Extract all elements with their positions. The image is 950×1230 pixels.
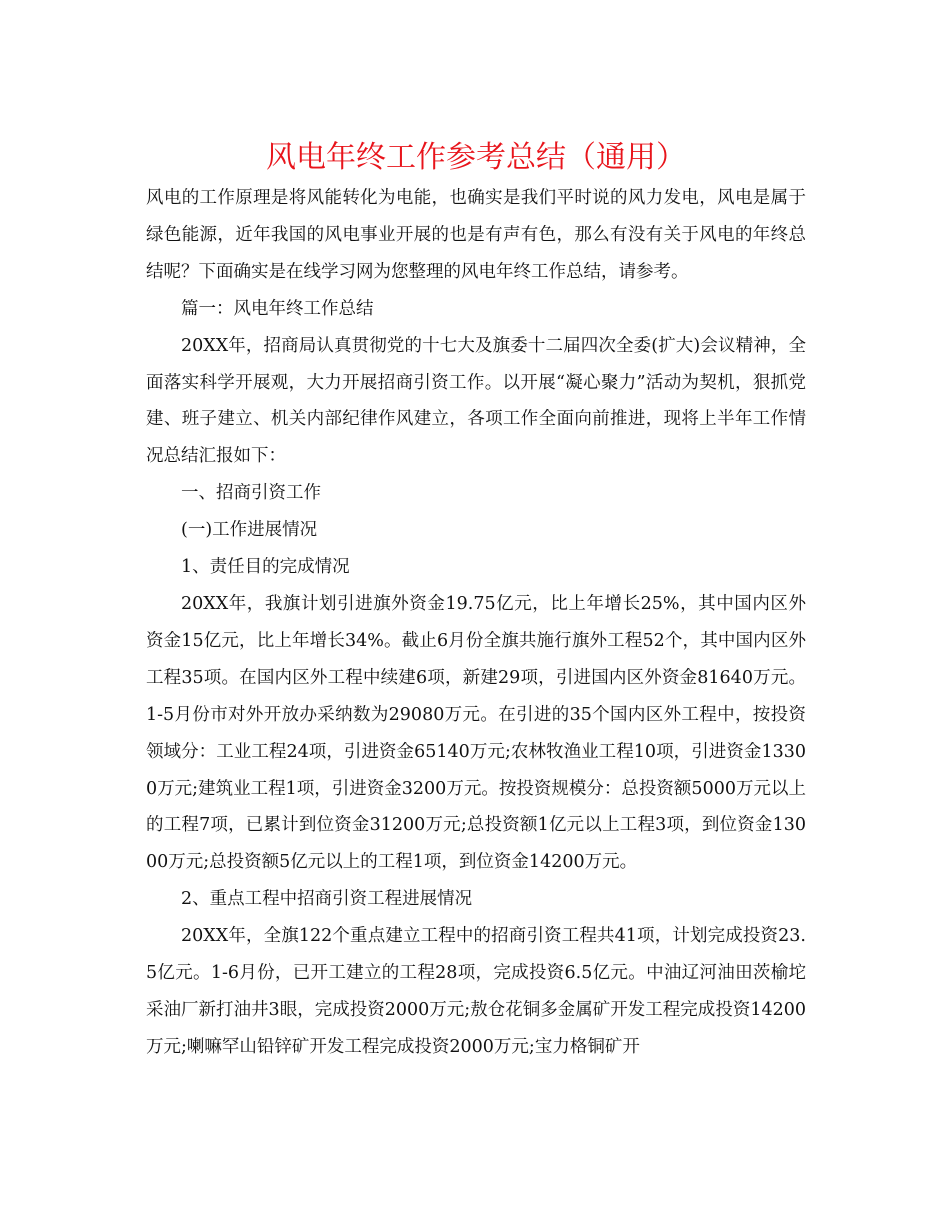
document-body xyxy=(146,180,806,1066)
paragraph: 风电的工作原理是将风能转化为电能，也确实是我们平时说的风力发电，风电是属于绿色能源，近年我国的风电事业开展的也是有声有色，那么有没有关于风电的年终总结呢？下面确实是在线学习网为您整理的风电年终工作总结，请参考。 xyxy=(146,188,806,282)
paragraph: (一)工作进展情况 xyxy=(181,520,318,541)
paragraph: 1、责任目的完成情况 xyxy=(181,557,350,578)
paragraph: 20XX年，招商局认真贯彻党的十七大及旗委十二届四次全委(扩大)会议精神，全面落实科学开展观，大力开展招商引资工作。以开展“凝心聚力”活动为契机，狠抓党建、班子建立、机关内部纪律作风建立，各项工作全面向前推进，现将上半年工作情况总结汇报如下： xyxy=(146,335,806,467)
paragraph: 20XX年，我旗计划引进旗外资金19.75亿元，比上年增长25%，其中国内区外资金15亿元，比上年增长34%。截止6月份全旗共施行旗外工程52个，其中国内区外工程35项。在国内区外工程中续建6项，新建29项，引进国内区外资金81640万元。1-5月份市对外开放办采纳数为29080万元。在引进的35个国内区外工程中，按投资领域分：工业工程24项，引进资金65140万元;农林牧渔业工程10项，引进资金13300万元;建筑业工程1项，引进资金3200万元。按投资规模分：总投资额5000万元以上的工程7项，已累计到位资金31200万元;总投资额1亿元以上工程3项，到位资金13000万元;总投资额5亿元以上的工程1项，到位资金14200万元。 xyxy=(146,593,806,873)
paragraph: 一、招商引资工作 xyxy=(181,483,321,504)
document-page xyxy=(146,138,806,1066)
document-title: 风电年终工作参考总结（通用） xyxy=(266,140,686,175)
paragraph: 20XX年，全旗122个重点建立工程中的招商引资工程共41项，计划完成投资23.5亿元。1-6月份，已开工建立的工程28项，完成投资6.5亿元。中油辽河油田茨榆坨采油厂新打油井3眼，完成投资2000万元;敖仓花铜多金属矿开发工程完成投资14200万元;喇嘛罕山铅锌矿开发工程完成投资2000万元;宝力格铜矿开 xyxy=(146,926,806,1057)
paragraph: 篇一：风电年终工作总结 xyxy=(181,298,374,319)
paragraph: 2、重点工程中招商引资工程进展情况 xyxy=(181,889,473,910)
